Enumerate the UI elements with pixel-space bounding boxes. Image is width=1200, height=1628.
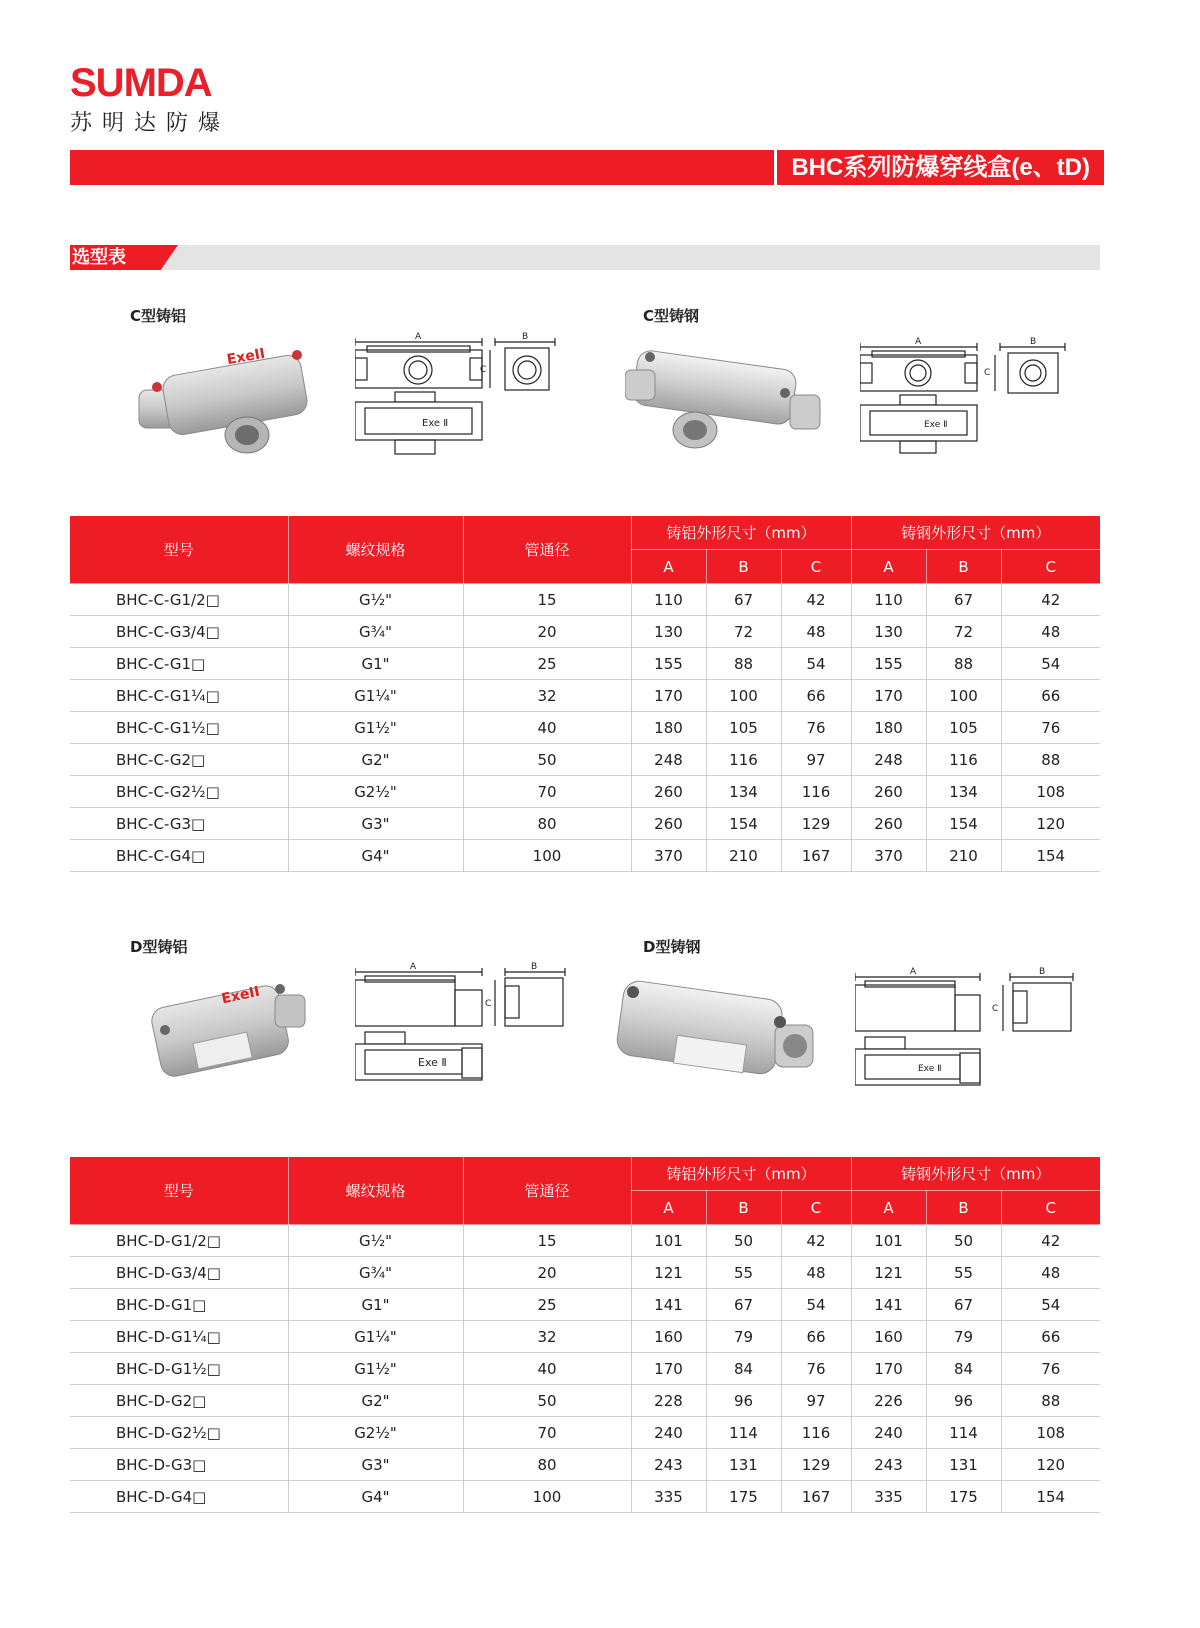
svg-text:B: B [522,332,529,342]
cell-al-c: 54 [781,648,851,680]
header-band [70,150,1104,185]
cell-thread: G2" [288,1385,463,1417]
cell-pipe: 32 [463,1321,631,1353]
cell-al-b: 79 [706,1321,781,1353]
product-label-d-aluminum: D型铸铝 [130,938,188,956]
brand-name: SUMDA [70,61,212,105]
cell-al-b: 105 [706,712,781,744]
cell-al-a: 335 [631,1481,706,1513]
svg-text:C: C [992,1004,999,1014]
cell-al-b: 134 [706,776,781,808]
cell-al-b: 50 [706,1225,781,1257]
cell-thread: G1½" [288,1353,463,1385]
cell-st-c: 54 [1001,1289,1100,1321]
cell-st-a: 240 [851,1417,926,1449]
cell-thread: G¾" [288,1257,463,1289]
svg-text:Exe Ⅱ: Exe Ⅱ [418,1056,447,1069]
cell-thread: G1" [288,1289,463,1321]
cell-al-c: 42 [781,584,851,616]
cell-thread: G½" [288,1225,463,1257]
header-st-group: 铸钢外形尺寸（mm） [851,1157,1100,1191]
cell-al-b: 96 [706,1385,781,1417]
page-title: BHC系列防爆穿线盒(e、tD) [774,150,1104,185]
cell-st-b: 72 [926,616,1001,648]
cell-model: BHC-D-G1/2□ [70,1225,288,1257]
header-al-c: C [781,550,851,584]
cell-pipe: 80 [463,1449,631,1481]
cell-st-b: 175 [926,1481,1001,1513]
cell-al-b: 88 [706,648,781,680]
cell-al-b: 55 [706,1257,781,1289]
section-title: 选型表 [72,247,126,268]
table-row [70,1321,1100,1353]
header-st-c: C [1001,1191,1100,1225]
cell-al-c: 54 [781,1289,851,1321]
header-al-group: 铸铝外形尺寸（mm） [631,516,851,550]
cell-thread: G½" [288,584,463,616]
header-al-b: B [706,1191,781,1225]
header-al-c: C [781,1191,851,1225]
cell-al-a: 170 [631,1353,706,1385]
cell-model: BHC-C-G3□ [70,808,288,840]
cell-al-a: 228 [631,1385,706,1417]
cell-al-a: 130 [631,616,706,648]
cell-al-a: 170 [631,680,706,712]
table-row [70,1385,1100,1417]
cell-thread: G4" [288,840,463,872]
brand-cn-name: 苏明达防爆 [70,111,231,136]
cell-st-b: 114 [926,1417,1001,1449]
cell-thread: G4" [288,1481,463,1513]
cell-model: BHC-D-G1½□ [70,1353,288,1385]
cell-st-a: 226 [851,1385,926,1417]
cell-al-a: 370 [631,840,706,872]
cell-pipe: 70 [463,1417,631,1449]
cell-model: BHC-C-G4□ [70,840,288,872]
cell-pipe: 32 [463,680,631,712]
cell-st-c: 120 [1001,808,1100,840]
cell-al-c: 66 [781,680,851,712]
cell-st-a: 335 [851,1481,926,1513]
cell-model: BHC-C-G3/4□ [70,616,288,648]
table-row [70,808,1100,840]
cell-al-a: 160 [631,1321,706,1353]
cell-al-c: 129 [781,1449,851,1481]
header-al-a: A [631,1191,706,1225]
cell-al-c: 167 [781,1481,851,1513]
header-st-c: C [1001,550,1100,584]
cell-st-b: 154 [926,808,1001,840]
d-aluminum-drawing [355,960,585,1105]
cell-st-b: 96 [926,1385,1001,1417]
header-st-a: A [851,1191,926,1225]
cell-st-b: 84 [926,1353,1001,1385]
cell-st-a: 180 [851,712,926,744]
cell-model: BHC-D-G1¼□ [70,1321,288,1353]
header-al-group: 铸铝外形尺寸（mm） [631,1157,851,1191]
cell-al-c: 48 [781,1257,851,1289]
cell-model: BHC-D-G2□ [70,1385,288,1417]
svg-text:Exe Ⅱ: Exe Ⅱ [918,1064,942,1074]
cell-al-a: 101 [631,1225,706,1257]
cell-st-b: 134 [926,776,1001,808]
cell-al-c: 129 [781,808,851,840]
cell-st-a: 370 [851,840,926,872]
cell-pipe: 15 [463,584,631,616]
c-steel-drawing [860,335,1090,470]
cell-st-b: 55 [926,1257,1001,1289]
cell-st-c: 42 [1001,1225,1100,1257]
cell-thread: G1¼" [288,680,463,712]
cell-st-b: 100 [926,680,1001,712]
header-thread: 螺纹规格 [288,1157,463,1225]
cell-al-b: 116 [706,744,781,776]
cell-st-b: 88 [926,648,1001,680]
cell-model: BHC-C-G1/2□ [70,584,288,616]
table-row [70,1225,1100,1257]
c-steel-photo [625,335,825,455]
cell-st-b: 67 [926,1289,1001,1321]
header-thread: 螺纹规格 [288,516,463,584]
cell-st-a: 130 [851,616,926,648]
cell-al-c: 76 [781,1353,851,1385]
cell-al-c: 42 [781,1225,851,1257]
table-row [70,616,1100,648]
cell-al-b: 67 [706,584,781,616]
cell-thread: G2½" [288,776,463,808]
svg-text:A: A [915,337,922,347]
cell-pipe: 40 [463,1353,631,1385]
cell-thread: G3" [288,808,463,840]
cell-st-a: 260 [851,808,926,840]
cell-st-c: 154 [1001,840,1100,872]
header-st-a: A [851,550,926,584]
cell-pipe: 100 [463,1481,631,1513]
cell-st-c: 88 [1001,1385,1100,1417]
table-row [70,1417,1100,1449]
cell-pipe: 25 [463,1289,631,1321]
c-aluminum-photo [135,345,320,455]
svg-text:C: C [480,365,487,375]
cell-al-c: 66 [781,1321,851,1353]
cell-model: BHC-C-G2□ [70,744,288,776]
header-st-group: 铸钢外形尺寸（mm） [851,516,1100,550]
svg-text:A: A [910,967,917,977]
cell-pipe: 50 [463,744,631,776]
cell-st-c: 66 [1001,1321,1100,1353]
cell-al-a: 248 [631,744,706,776]
cell-st-b: 67 [926,584,1001,616]
cell-st-a: 141 [851,1289,926,1321]
cell-al-b: 114 [706,1417,781,1449]
cell-pipe: 20 [463,616,631,648]
cell-al-a: 240 [631,1417,706,1449]
cell-st-c: 54 [1001,648,1100,680]
cell-model: BHC-C-G1½□ [70,712,288,744]
cell-pipe: 15 [463,1225,631,1257]
table-row [70,1353,1100,1385]
cell-st-c: 154 [1001,1481,1100,1513]
cell-al-a: 260 [631,808,706,840]
table-row [70,1257,1100,1289]
cell-st-c: 76 [1001,712,1100,744]
cell-al-b: 67 [706,1289,781,1321]
svg-text:A: A [410,962,417,972]
cell-al-b: 84 [706,1353,781,1385]
cell-al-a: 243 [631,1449,706,1481]
cell-al-c: 76 [781,712,851,744]
cell-st-a: 101 [851,1225,926,1257]
cell-al-a: 121 [631,1257,706,1289]
cell-st-a: 155 [851,648,926,680]
cell-al-c: 116 [781,776,851,808]
cell-al-a: 110 [631,584,706,616]
cell-pipe: 80 [463,808,631,840]
cell-st-c: 108 [1001,776,1100,808]
cell-thread: G1¼" [288,1321,463,1353]
cell-pipe: 40 [463,712,631,744]
cell-al-b: 131 [706,1449,781,1481]
header-st-b: B [926,550,1001,584]
cell-model: BHC-D-G4□ [70,1481,288,1513]
table-row [70,712,1100,744]
section-bar [70,245,1100,270]
header-pipe: 管通径 [463,516,631,584]
cell-st-c: 66 [1001,680,1100,712]
product-label-c-aluminum: C型铸铝 [130,307,187,325]
cell-st-c: 76 [1001,1353,1100,1385]
cell-al-c: 116 [781,1417,851,1449]
cell-st-c: 120 [1001,1449,1100,1481]
cell-st-c: 42 [1001,584,1100,616]
table-row [70,744,1100,776]
table-row [70,776,1100,808]
cell-thread: G2½" [288,1417,463,1449]
svg-text:C: C [485,999,492,1009]
cell-st-a: 243 [851,1449,926,1481]
table-row [70,840,1100,872]
brand-logo [70,62,270,137]
header-model: 型号 [70,1157,288,1225]
cell-al-b: 154 [706,808,781,840]
svg-text:B: B [531,962,538,972]
cell-st-c: 108 [1001,1417,1100,1449]
cell-st-c: 48 [1001,616,1100,648]
cell-al-a: 155 [631,648,706,680]
cell-st-c: 48 [1001,1257,1100,1289]
d-aluminum-marking: ExeII [220,983,262,1008]
header-al-b: B [706,550,781,584]
cell-thread: G2" [288,744,463,776]
header-pipe: 管通径 [463,1157,631,1225]
cell-al-c: 97 [781,1385,851,1417]
cell-pipe: 50 [463,1385,631,1417]
cell-st-c: 88 [1001,744,1100,776]
cell-st-a: 121 [851,1257,926,1289]
c-aluminum-drawing [355,330,585,470]
cell-model: BHC-D-G2½□ [70,1417,288,1449]
product-label-d-steel: D型铸钢 [643,938,701,956]
table-row [70,1449,1100,1481]
c-aluminum-marking: ExeII [225,345,267,369]
cell-st-a: 110 [851,584,926,616]
cell-model: BHC-D-G1□ [70,1289,288,1321]
cell-thread: G1½" [288,712,463,744]
cell-al-b: 210 [706,840,781,872]
cell-model: BHC-D-G3□ [70,1449,288,1481]
svg-text:Exe Ⅱ: Exe Ⅱ [422,418,449,429]
svg-text:C: C [984,368,991,378]
cell-st-a: 248 [851,744,926,776]
d-aluminum-photo [145,975,320,1085]
cell-model: BHC-D-G3/4□ [70,1257,288,1289]
product-label-c-steel: C型铸钢 [643,307,700,325]
d-steel-drawing [855,965,1085,1105]
svg-text:Exe Ⅱ: Exe Ⅱ [924,420,948,430]
header-st-b: B [926,1191,1001,1225]
table-row [70,1481,1100,1513]
svg-text:A: A [415,332,422,342]
cell-al-b: 175 [706,1481,781,1513]
cell-st-b: 210 [926,840,1001,872]
cell-al-b: 100 [706,680,781,712]
cell-pipe: 20 [463,1257,631,1289]
cell-model: BHC-C-G1¼□ [70,680,288,712]
table-row [70,1289,1100,1321]
cell-st-b: 105 [926,712,1001,744]
cell-al-c: 48 [781,616,851,648]
cell-pipe: 25 [463,648,631,680]
table-row [70,584,1100,616]
svg-text:B: B [1039,967,1046,977]
spec-table-d [70,1157,1100,1513]
cell-al-a: 180 [631,712,706,744]
cell-st-a: 160 [851,1321,926,1353]
cell-model: BHC-C-G1□ [70,648,288,680]
table-row [70,648,1100,680]
cell-al-a: 260 [631,776,706,808]
cell-st-b: 50 [926,1225,1001,1257]
cell-al-c: 97 [781,744,851,776]
cell-st-b: 79 [926,1321,1001,1353]
cell-al-a: 141 [631,1289,706,1321]
cell-st-b: 116 [926,744,1001,776]
header-model: 型号 [70,516,288,584]
cell-model: BHC-C-G2½□ [70,776,288,808]
spec-table-c [70,516,1100,872]
cell-al-b: 72 [706,616,781,648]
cell-st-a: 170 [851,680,926,712]
header-al-a: A [631,550,706,584]
cell-thread: G¾" [288,616,463,648]
cell-al-c: 167 [781,840,851,872]
d-steel-photo [615,970,825,1095]
cell-st-a: 260 [851,776,926,808]
cell-thread: G1" [288,648,463,680]
cell-st-a: 170 [851,1353,926,1385]
cell-pipe: 100 [463,840,631,872]
cell-pipe: 70 [463,776,631,808]
cell-st-b: 131 [926,1449,1001,1481]
cell-thread: G3" [288,1449,463,1481]
svg-text:B: B [1030,337,1037,347]
table-row [70,680,1100,712]
